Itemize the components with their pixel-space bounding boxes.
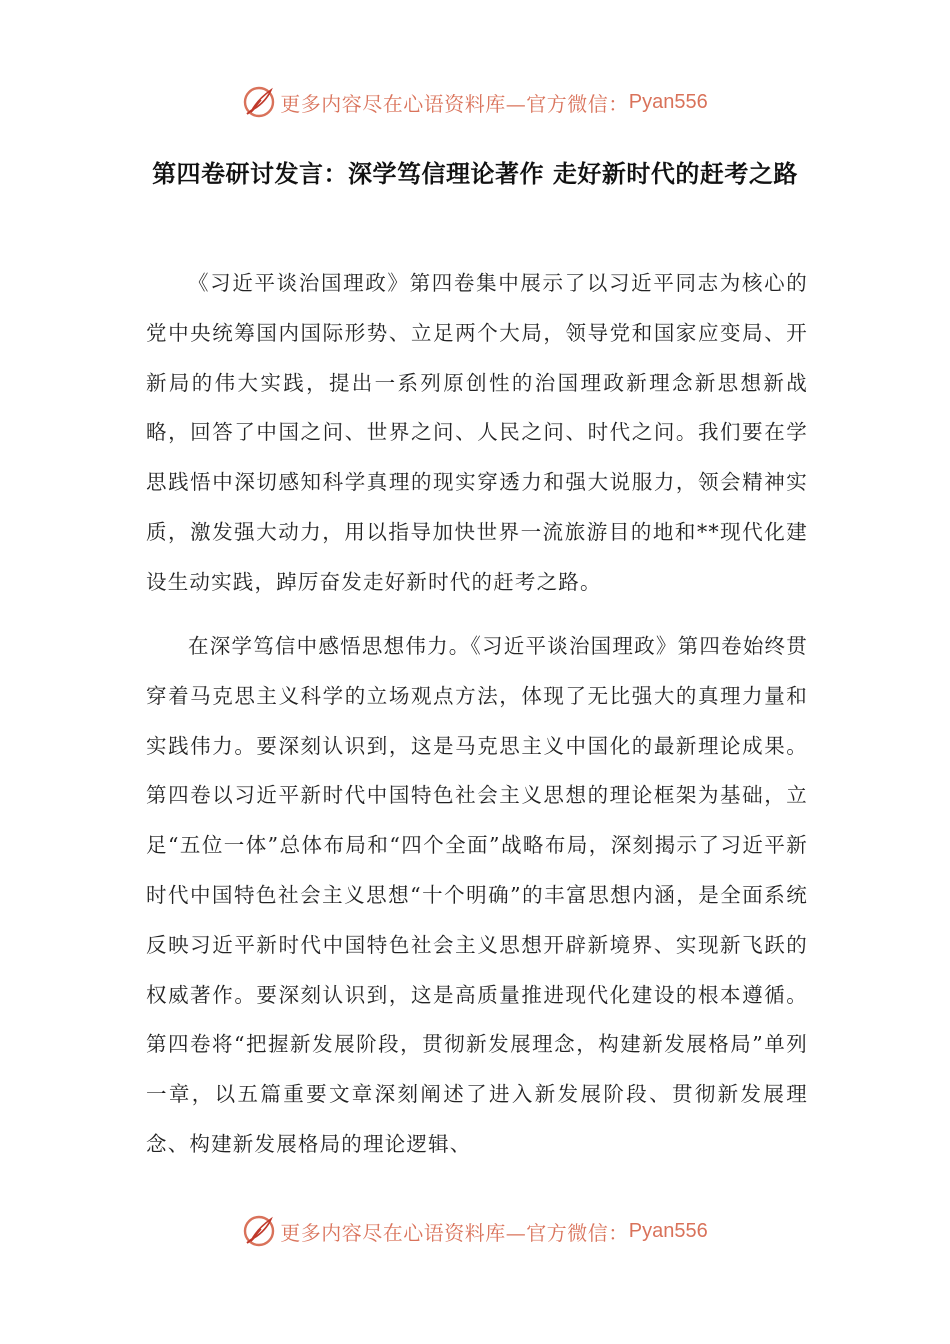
quill-pen-logo-icon <box>242 1214 276 1248</box>
wechat-id: Pyan556 <box>628 1219 708 1242</box>
quill-pen-logo-icon <box>242 85 276 119</box>
footer-banner <box>0 1211 950 1251</box>
banner-text: 更多内容尽在心语资料库—官方微信： <box>280 91 629 116</box>
wechat-id: Pyan556 <box>628 90 708 113</box>
body-paragraph-1: 《习近平谈治国理政》第四卷集中展示了以习近平同志为核心的党中央统筹国内国际形势、立足两个大局，领导党和国家应变局、开新局的伟大实践，提出一系列原创性的治国理政新理念新思想新战略，回答了中国之问、世界之问、人民之问、时代之问。我们要在学思践悟中深切感知科学真理的现实穿透力和强大说服力，领会精神实质，激发强大动力，用以指导加快世界一流旅游目的地和**现代化建设生动实践，踔厉奋发走好新时代的赶考之路。 <box>146 271 808 594</box>
body-paragraph-2: 在深学笃信中感悟思想伟力。《习近平谈治国理政》第四卷始终贯穿着马克思主义科学的立场观点方法，体现了无比强大的真理力量和实践伟力。要深刻认识到，这是马克思主义中国化的最新理论成果。第四卷以习近平新时代中国特色社会主义思想的理论框架为基础，立足“五位一体”总体布局和“四个全面”战略布局，深刻揭示了习近平新时代中国特色社会主义思想“十个明确”的丰富思想内涵，是全面系统反映习近平新时代中国特色社会主义思想开辟新境界、实现新飞跃的权威著作。要深刻认识到，这是高质量推进现代化建设的根本遵循。第四卷将“把握新发展阶段，贯彻新发展理念，构建新发展格局”单列一章，以五篇重要文章深刻阐述了进入新发展阶段、贯彻新发展理念、构建新发展格局的理论逻辑、 <box>146 634 808 1156</box>
banner-text: 更多内容尽在心语资料库—官方微信： <box>280 1220 629 1245</box>
document-title: 第四卷研讨发言：深学笃信理论著作 走好新时代的赶考之路 <box>152 160 798 188</box>
header-banner <box>0 82 950 122</box>
